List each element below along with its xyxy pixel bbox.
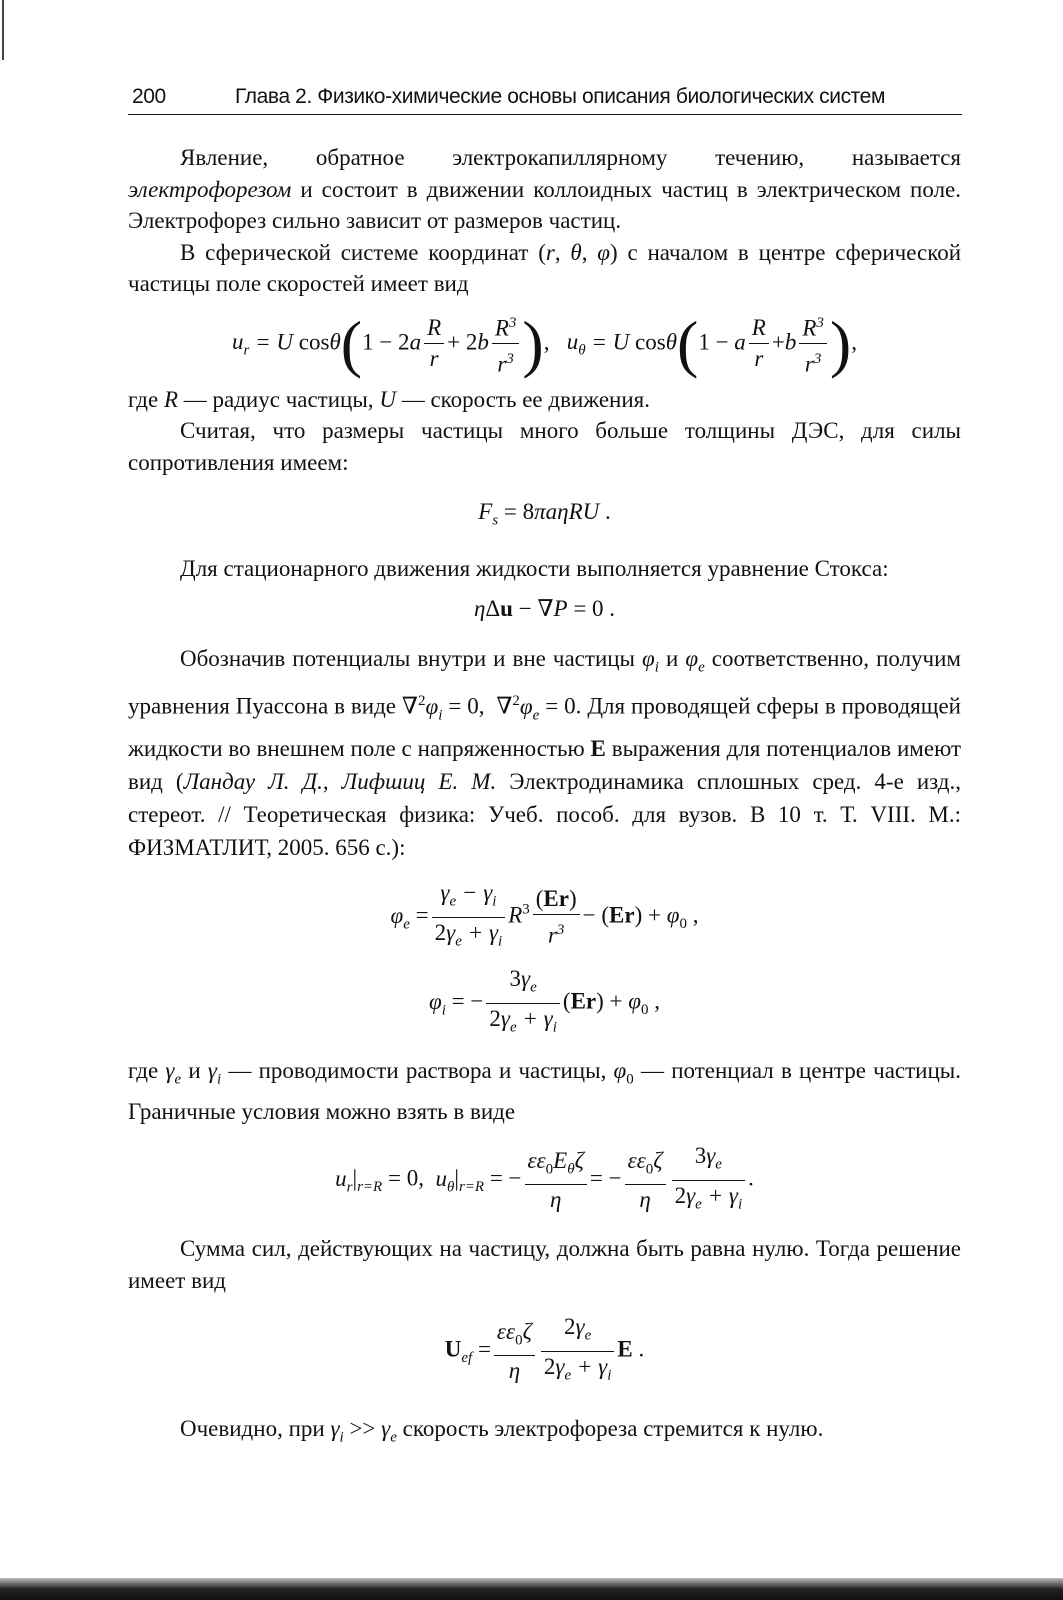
paragraph-potentials: Обозначив потенциалы внутри и вне частицы $\varphi_i$ и $\varphi_e$ соответственно, получим уравнения Пуассона в виде $\nabla^2\varphi_i = 0$, $\nabla^2\varphi_e = 0$. Для проводящей сферы в проводящей жидкости во внешнем поле с напряженностью E выражения для потенциалов имеют вид (Ландау Л. Д., Лифшиц Е. М. Электродинамика сплошных сред. 4-е изд., стереот. // Теоретическая физика: Учеб. пособ. для вузов. В 10 т. Т. VIII. М.: ФИЗМАТЛИТ, 2005. 656 с.):: [128, 646, 962, 861]
equation-velocity: $u_r = U$ cosθ(1 − 2a $\frac{R}{r}$ + 2b $\frac{R^3}{r^3}$ ), $u_\theta = U$ cosθ(1 − a $\frac{R}{r}$ +b $\frac{R^3}{r^3}$ ),: [232, 307, 857, 379]
equation-drag-force: $F_s = 8\pi a\eta RU$ .: [478, 499, 611, 529]
equation-phi-i: $\varphi_i$ = − $\frac{3\gamma_e}{2\gamma_e + \gamma_i}$ $(Er) + \varphi_0$ ,: [429, 966, 660, 1036]
paragraph-electrophoresis: Явление, обратное электрокапиллярному течению, называется электрофорезом и состоит в движении коллоидных частиц в электрическом поле. Электрофорез сильно зависит от размеров частиц.: [128, 145, 961, 233]
paragraph-drag: Считая, что размеры частицы много больше толщины ДЭС, для силы сопротивления имеем:: [128, 418, 961, 475]
paragraph-conductivities: где $\gamma_e$ и $\gamma_i$ — проводимости раствора и частицы, $\varphi_0$ — потенциал в центре частицы. Граничные условия можно взять в виде: [128, 1057, 961, 1124]
paragraph-stokes: Для стационарного движения жидкости выполняется уравнение Стокса:: [180, 556, 889, 582]
equation-stokes: ηΔu − ∇P = 0 .: [473, 595, 616, 621]
equation-phi-e: $\varphi_e$ = $\frac{\gamma_e - \gamma_i}{2\gamma_e + \gamma_i}$ $R^3$ $\frac{(Er)}{r^3}$ − $(Er) + \varphi_0$ ,: [390, 880, 699, 950]
page-number: 200: [132, 85, 166, 108]
paragraph-coordinates: В сферической системе координат (r, θ, φ) с началом в центре сферической частицы поле скоростей имеет вид: [128, 239, 962, 296]
paragraph-radius: где R — радиус частицы, U — скорость ее движения.: [128, 386, 651, 412]
equation-boundary: $u_r|_{r=R} = 0$, $u_\theta|_{r=R}$ = − $\frac{\varepsilon\varepsilon_0E_\theta\zeta}{\eta}$ = − $\frac{\varepsilon\varepsilon_0\zeta}{\eta}$ $\frac{3\gamma_e}{2\gamma_e + \gamma_i}$ .: [335, 1143, 754, 1213]
scan-bottom-edge: [0, 1578, 1063, 1600]
running-title: Глава 2. Физико-химические основы описания биологических систем: [235, 85, 885, 108]
equation-solution: $U_{ef}$ = $\frac{\varepsilon\varepsilon_0\zeta}{\eta}$ $\frac{2\gamma_e}{2\gamma_e + \gamma_i}$ E .: [444, 1314, 645, 1384]
paragraph-conclusion: Очевидно, при $\gamma_i >> \gamma_e$ скорость электрофореза стремится к нулю.: [180, 1415, 824, 1446]
page-body: [128, 142, 961, 1454]
page-header: [128, 82, 962, 115]
paragraph-forces: Сумма сил, действующих на частицу, должна быть равна нулю. Тогда решение имеет вид: [128, 1236, 961, 1293]
scan-edge-mark: [2, 0, 4, 60]
